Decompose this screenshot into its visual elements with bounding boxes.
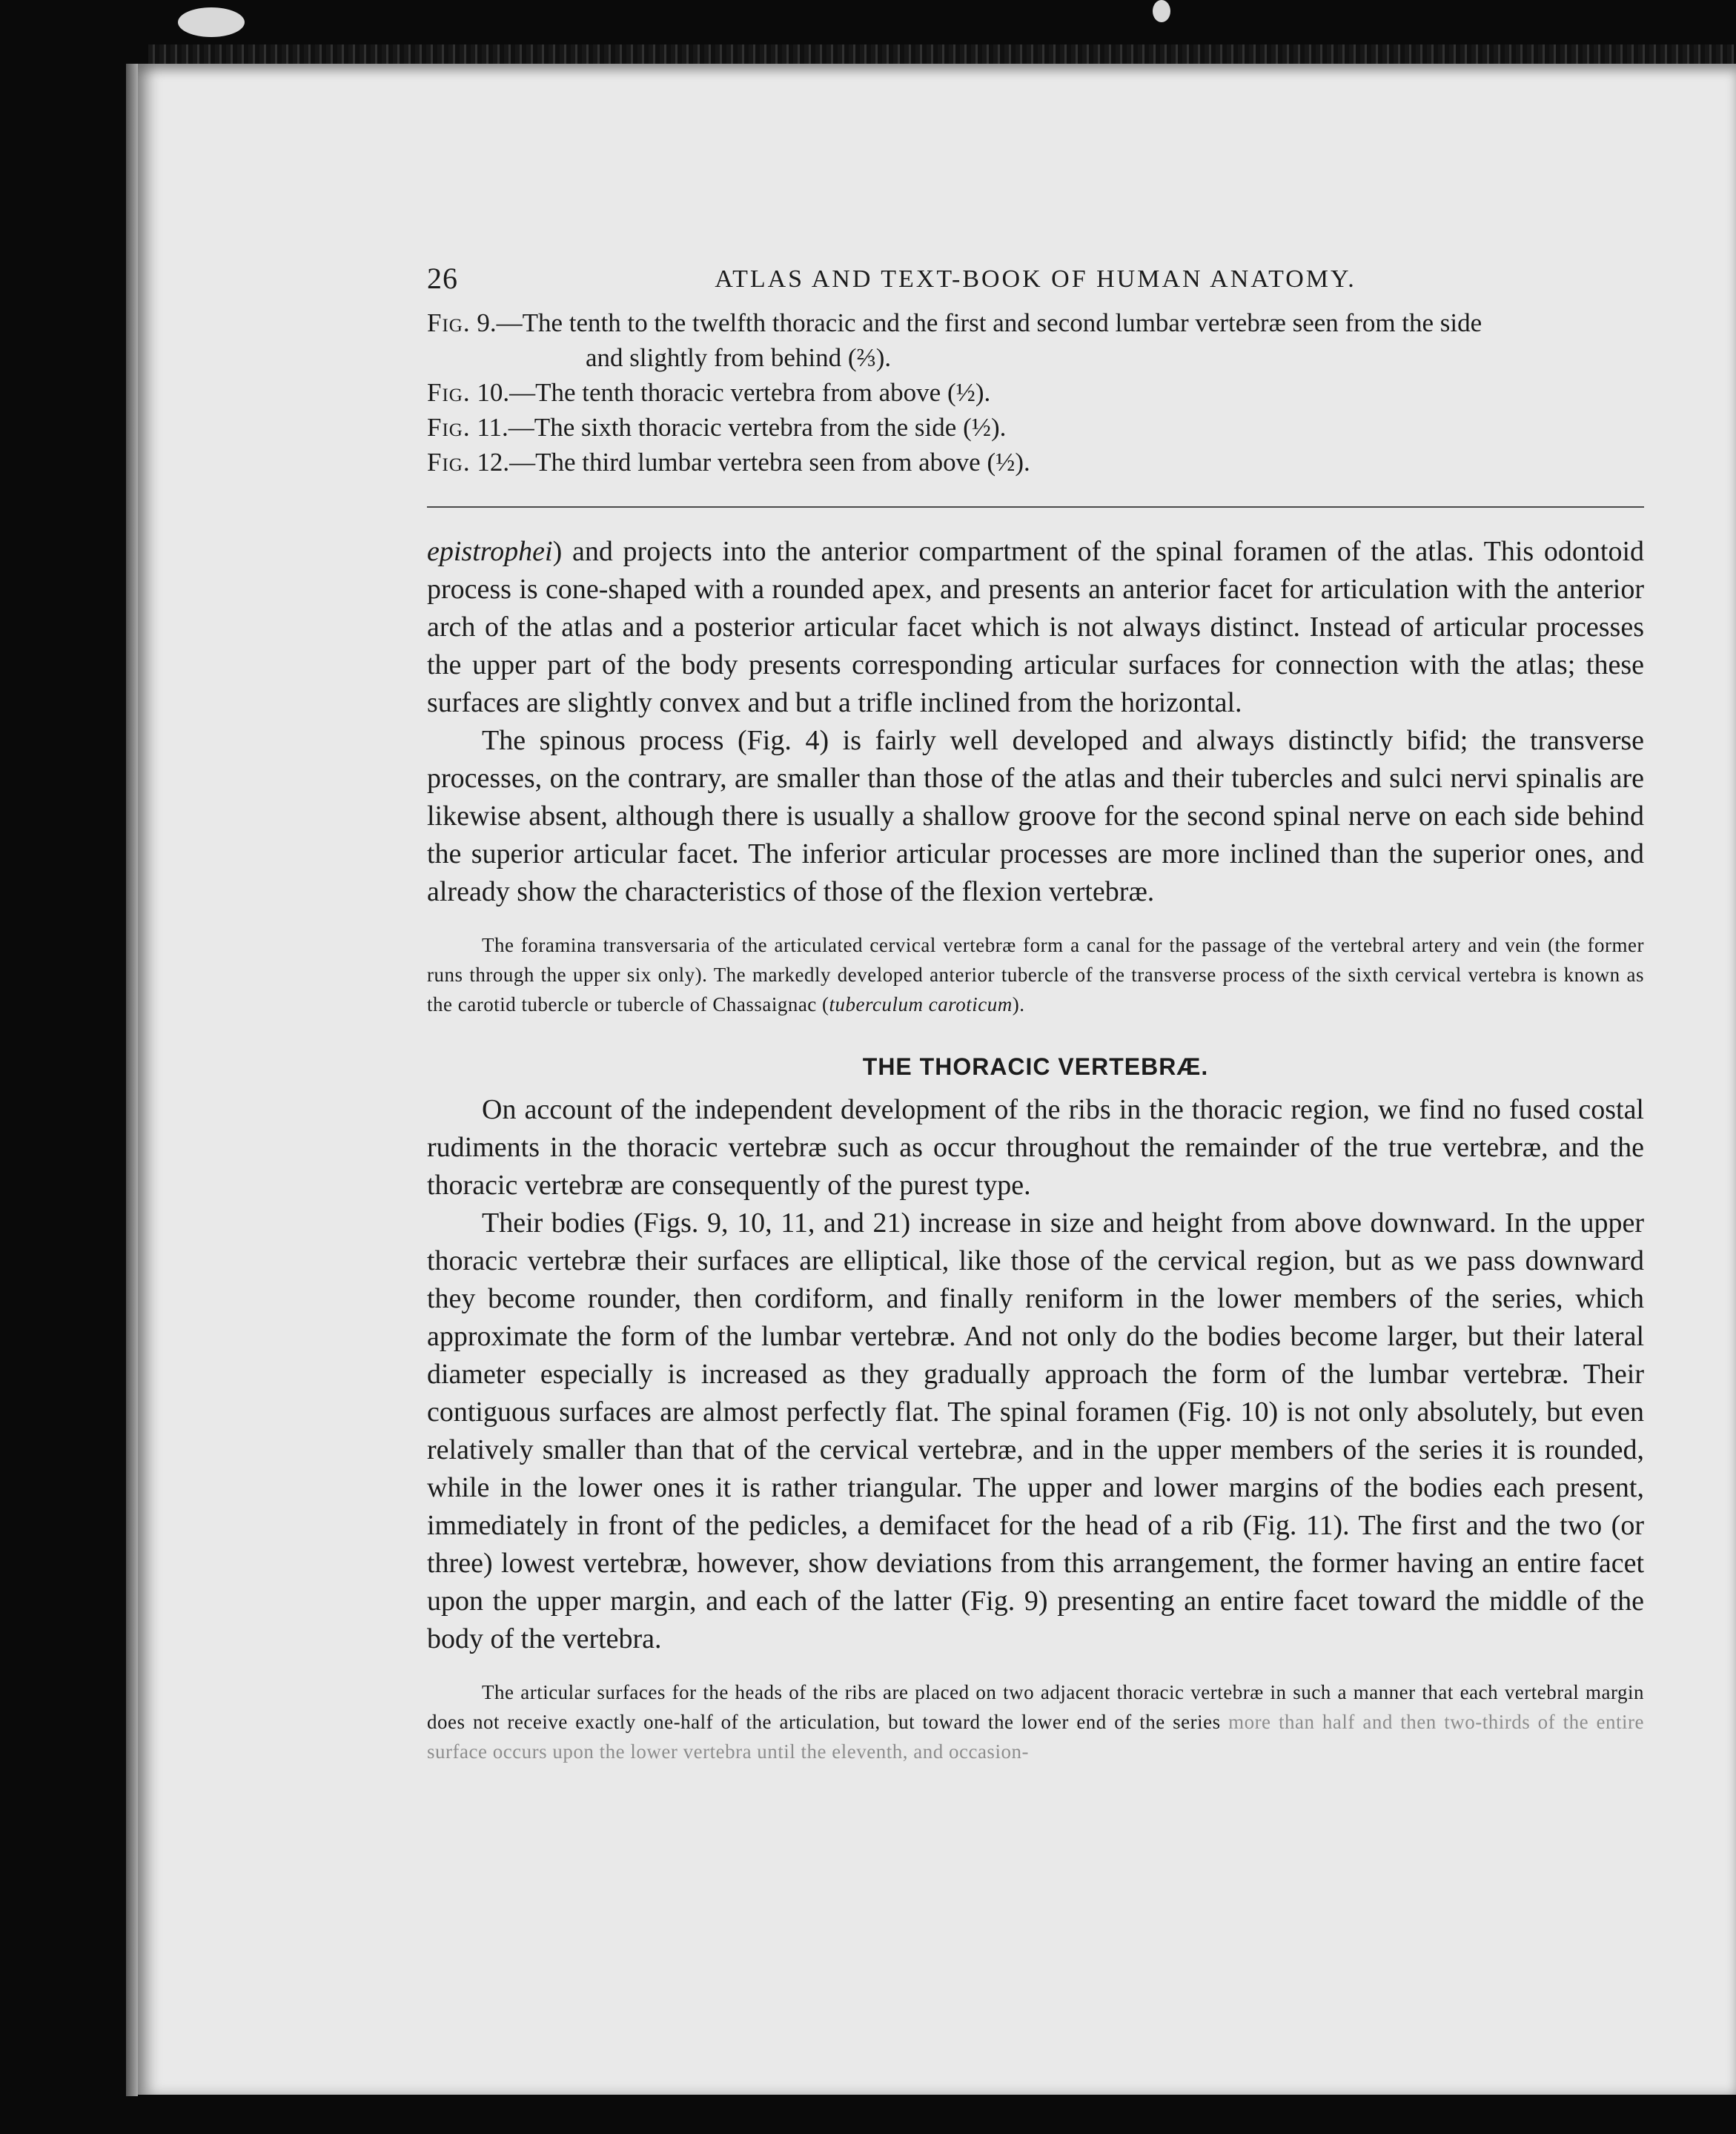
page-content xyxy=(427,261,1644,1766)
figure-caption-text: 9.—The tenth to the twelfth thoracic and the first and second lumbar vertebræ seen from the side xyxy=(477,308,1482,337)
note-text: The foramina transversaria of the articulated cervical vertebræ form a canal for the passage of the vertebral artery and vein (the former runs through the upper six only). The markedly developed anterior tubercle of the transverse process of the sixth cervical vertebra is known as the carotid tubercle or tubercle of Chassaignac ( xyxy=(427,934,1644,1015)
page-number: 26 xyxy=(427,262,458,295)
figure-label: Fig. xyxy=(427,378,471,407)
italic-term: tuberculum caroticum xyxy=(829,993,1013,1015)
figure-caption-text: 12.—The third lumbar vertebra seen from above (½). xyxy=(477,448,1030,477)
small-print-note xyxy=(427,930,1644,1019)
figure-caption xyxy=(427,445,1644,480)
note-text: The articular surfaces for the heads of the ribs are placed on two adjacent thoracic vertebræ in such a manner that each vertebral margin does not receive exactly one-half of the articulation, but toward the lower end of the series xyxy=(427,1681,1644,1733)
running-head xyxy=(427,261,1644,305)
body-paragraph: On account of the independent development of the ribs in the thoracic region, we find no fused costal rudiments in the thoracic vertebræ such as occur throughout the remainder of the true vertebræ, and the thoracic vertebræ are consequently of the purest type. xyxy=(427,1094,1644,1201)
italic-term: epistrophei xyxy=(427,536,553,567)
figure-label: Fig. xyxy=(427,448,471,477)
figure-caption xyxy=(427,305,1644,375)
horizontal-rule xyxy=(427,506,1644,508)
paragraph-text: ) and projects into the anterior compartment of the spinal foramen of the atlas. This odontoid process is cone-shaped with a rounded apex, and presents an anterior facet for articulation with the anterior arch of the atlas and a posterior articular facet which is not always distinct. Instead of articular processes the upper part of the body presents corresponding articular surfaces for connection with the atlas; these surfaces are slightly convex and but a trifle inclined from the horizontal. xyxy=(427,536,1644,718)
scan-speck xyxy=(1153,0,1170,22)
scan-speck xyxy=(178,7,245,37)
figure-caption xyxy=(427,375,1644,410)
figure-label: Fig. xyxy=(427,413,471,442)
figure-caption-text: 11.—The sixth thoracic vertebra from the side (½). xyxy=(477,413,1007,442)
book-title: ATLAS AND TEXT-BOOK OF HUMAN ANATOMY. xyxy=(715,265,1356,293)
figure-caption xyxy=(427,410,1644,445)
scan-bottom-edge xyxy=(138,2095,1736,2134)
figure-caption-continuation: and slightly from behind (⅔). xyxy=(586,343,892,372)
body-paragraph xyxy=(427,533,1644,722)
figure-label: Fig. xyxy=(427,308,471,337)
note-text-cut-off: more than half and then two-thirds of the entire surface occurs upon the lower vertebra until the eleventh, and occasion- xyxy=(427,1711,1644,1763)
section-heading: THE THORACIC VERTEBRÆ. xyxy=(862,1053,1209,1080)
small-print-note xyxy=(427,1677,1644,1766)
body-paragraph: Their bodies (Figs. 9, 10, 11, and 21) increase in size and height from above downward. In the upper thoracic vertebræ their surfaces are elliptical, like those of the cervical region, but as we pass downward they become rounder, then cordiform, and finally reniform in the lower members of the series, which approximate the form of the lumbar vertebræ. And not only do the bodies become larger, but their lateral diameter especially is increased as they gradually approach the form of the lumbar vertebræ. Their contiguous surfaces are almost perfectly flat. The spinal foramen (Fig. 10) is not only absolutely, but even relatively smaller than that of the cervical vertebræ, and in the upper members of the series it is rounded, while in the lower ones it is rather triangular. The upper and lower margins of the bodies each present, immediately in front of the pedicles, a demifacet for the head of a rib (Fig. 11). The first and the two (or three) lowest vertebræ, however, show deviations from this arrangement, the former having an entire facet upon the upper margin, and each of the latter (Fig. 9) presenting an entire facet toward the middle of the body of the vertebra. xyxy=(427,1207,1644,1654)
figure-caption-text: 10.—The tenth thoracic vertebra from above (½). xyxy=(477,378,991,407)
body-paragraph: The spinous process (Fig. 4) is fairly well developed and always distinctly bifid; the transverse processes, on the contrary, are smaller than those of the atlas and their tubercles and sulci nervi spinalis are likewise absent, although there is usually a shallow groove for the second spinal nerve on each side behind the superior articular facet. The inferior articular processes are more inclined than the superior ones, and already show the characteristics of those of the flexion vertebræ. xyxy=(427,725,1644,907)
note-text-end: ). xyxy=(1012,993,1025,1015)
